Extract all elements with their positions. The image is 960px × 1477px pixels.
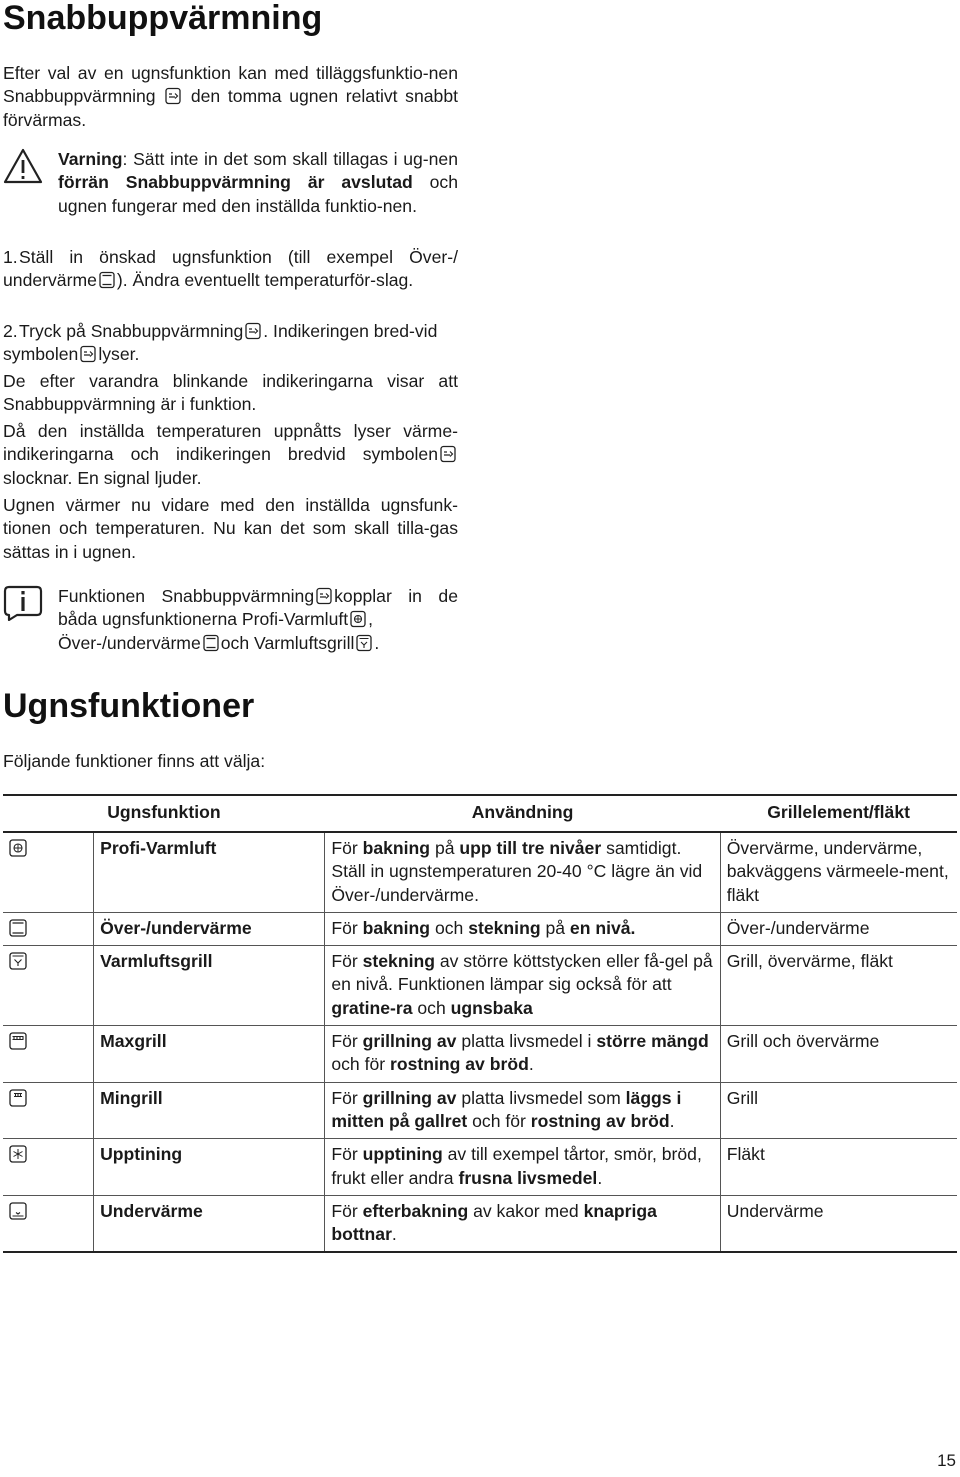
function-usage	[325, 1195, 720, 1252]
function-usage	[325, 946, 720, 1026]
info-text-6: .	[374, 632, 380, 653]
usage-text-bold: upp till tre nivåer	[459, 838, 602, 858]
table-row	[3, 1195, 957, 1252]
usage-text-bold: stekning	[362, 951, 435, 972]
info-text-1: Funktionen Snabbuppvärmning	[58, 586, 315, 606]
mingrill-icon	[9, 1089, 27, 1107]
info-text-5: och Varmluftsgrill	[220, 632, 355, 653]
over-undervarme-icon	[9, 919, 27, 937]
warning-text-bold: förrän Snabbuppvärmning är avslutad	[58, 172, 413, 193]
step-2	[3, 320, 458, 367]
intro-paragraph	[3, 62, 458, 132]
p2-text-2: slocknar. En signal ljuder.	[3, 467, 202, 488]
step-2-text-2: . Indikeringen bred-vid symbolen	[3, 321, 438, 365]
intro-text-1: Efter val av en ugnsfunktion kan med tilläggsfunktio-nen Snabbuppvärmning	[3, 63, 458, 107]
over-undervarme-icon	[99, 271, 115, 289]
function-icon-cell	[3, 912, 94, 945]
step-2-text-3: lyser.	[98, 344, 140, 365]
info-text-4: Över-/undervärme	[58, 632, 201, 653]
info-paragraph	[58, 585, 458, 655]
warning-text-1: : Sätt inte in det som skall tillagas i ug-nen	[122, 149, 458, 169]
info-text-3: ,	[368, 609, 374, 630]
paragraph-blinking: De efter varandra blinkande indikeringarna visar att Snabbuppvärmning är i funktion.	[3, 371, 458, 415]
over-undervarme-icon	[203, 634, 219, 652]
function-icon-cell	[3, 1026, 94, 1083]
function-name: Undervärme	[94, 1195, 325, 1252]
header-ugnsfunktion: Ugnsfunktion	[3, 795, 325, 832]
function-usage	[325, 1082, 720, 1139]
table-body	[3, 832, 957, 1252]
function-element: Undervärme	[720, 1195, 957, 1252]
header-grillelement: Grillelement/fläkt	[720, 795, 957, 832]
function-name: Maxgrill	[94, 1026, 325, 1083]
step-2-number: 2.	[3, 321, 18, 341]
page-title: Snabbuppvärmning	[3, 0, 323, 37]
usage-text: av till exempel tårtor, smör, bröd, frukt eller andra	[331, 1144, 702, 1188]
usage-text-bold: efterbakning	[362, 1200, 469, 1221]
usage-text-bold: upptining	[362, 1144, 443, 1165]
function-name: Upptining	[94, 1139, 325, 1196]
function-usage	[325, 1026, 720, 1083]
usage-text-bold: rostning av bröd	[530, 1110, 670, 1131]
snabbuppvarmning-icon	[80, 345, 96, 363]
usage-text: på	[430, 838, 460, 858]
usage-text: För	[331, 838, 363, 858]
usage-text-bold: en nivå.	[569, 917, 636, 938]
usage-text: av större köttstycken eller få-gel på en nivå. Funktionen lämpar sig också för att	[331, 951, 713, 995]
function-name: Profi-Varmluft	[94, 832, 325, 912]
usage-text: platta livsmedel som	[456, 1087, 626, 1108]
function-element: Grill och övervärme	[720, 1026, 957, 1083]
usage-text: För	[331, 951, 363, 972]
usage-text: på	[540, 917, 570, 938]
profi-varmluft-icon	[9, 839, 27, 857]
profi-varmluft-icon	[350, 610, 366, 628]
function-name: Över-/undervärme	[94, 912, 325, 945]
function-element: Övervärme, undervärme, bakväggens värmeele-ment, fläkt	[720, 832, 957, 912]
snabbuppvarmning-icon	[245, 322, 261, 340]
function-element: Grill, övervärme, fläkt	[720, 946, 957, 1026]
usage-text: och	[430, 917, 469, 938]
table-row	[3, 1082, 957, 1139]
usage-text-bold: bakning	[362, 917, 431, 938]
warning-text-2: och ugnen fungerar med den inställda funktio-nen.	[58, 172, 458, 216]
intro-text-2: den tomma ugnen relativt snabbt förvärmas.	[3, 86, 459, 130]
function-icon-cell	[3, 1195, 94, 1252]
snabbuppvarmning-icon	[316, 587, 332, 605]
function-icon-cell	[3, 1139, 94, 1196]
usage-text: För	[331, 1200, 363, 1221]
snabbuppvarmning-icon	[165, 87, 181, 105]
function-name: Mingrill	[94, 1082, 325, 1139]
function-element: Över-/undervärme	[720, 912, 957, 945]
usage-text: För	[331, 1144, 363, 1165]
usage-text: samtidigt. Ställ in ugnstemperaturen 20-40 °C lägre än vid Över-/undervärme.	[331, 838, 703, 905]
table-header-row	[3, 795, 957, 832]
usage-text: .	[391, 1224, 397, 1245]
paragraph-temperature	[3, 420, 458, 490]
section-title: Ugnsfunktioner	[3, 687, 255, 725]
usage-text: och för	[467, 1110, 531, 1131]
usage-text: och	[412, 997, 451, 1018]
usage-text: av kakor med	[468, 1200, 584, 1221]
usage-text-bold: grillning av	[362, 1087, 457, 1108]
function-element: Fläkt	[720, 1139, 957, 1196]
section-intro: Följande funktioner finns att välja:	[3, 751, 266, 771]
usage-text: För	[331, 917, 363, 938]
table-row	[3, 832, 957, 912]
table-row	[3, 1139, 957, 1196]
header-anvandning: Användning	[325, 795, 720, 832]
usage-text-bold: ugnsbaka	[450, 997, 533, 1018]
warning-label: Varning	[58, 149, 123, 169]
functions-table	[3, 794, 957, 1253]
info-icon	[3, 585, 43, 621]
usage-text: och för	[331, 1054, 391, 1075]
warning-icon	[3, 148, 43, 184]
function-name: Varmluftsgrill	[94, 946, 325, 1026]
info-text-2: kopplar in de båda ugnsfunktionerna Profi-Varmluft	[58, 586, 458, 630]
usage-text: platta livsmedel i	[456, 1031, 597, 1052]
step-2-text-1: Tryck på Snabbuppvärmning	[19, 321, 244, 341]
function-usage	[325, 912, 720, 945]
undervarme-icon	[9, 1202, 27, 1220]
function-icon-cell	[3, 832, 94, 912]
function-icon-cell	[3, 946, 94, 1026]
usage-text-bold: gratine-ra	[331, 997, 413, 1018]
warning-paragraph	[58, 148, 458, 218]
usage-text-bold: rostning av bröd	[390, 1054, 529, 1075]
varmluftsgrill-icon	[356, 634, 372, 652]
table-row	[3, 912, 957, 945]
usage-text: .	[597, 1167, 603, 1188]
usage-text-bold: större mängd	[596, 1031, 709, 1052]
usage-text: .	[528, 1054, 534, 1075]
paragraph-continue: Ugnen värmer nu vidare med den inställda ugnsfunk-tionen och temperaturen. Nu kan det som skall tilla-gas sättas in i ugnen.	[3, 495, 458, 562]
function-usage	[325, 832, 720, 912]
upptining-icon	[9, 1145, 27, 1163]
usage-text: För	[331, 1087, 363, 1108]
table-row	[3, 1026, 957, 1083]
step-1-text-1: Ställ in önskad ugnsfunktion (till exempel Över-/ undervärme	[3, 247, 458, 291]
function-element: Grill	[720, 1082, 957, 1139]
usage-text-bold: grillning av	[362, 1031, 457, 1052]
usage-text-bold: knapriga bottnar	[331, 1200, 657, 1245]
maxgrill-icon	[9, 1032, 27, 1050]
p2-text-1: Då den inställda temperaturen uppnåtts lyser värme-indikeringarna och indikeringen bredvid symbolen	[3, 421, 458, 465]
usage-text: För	[331, 1031, 363, 1052]
usage-text-bold: stekning	[468, 917, 541, 938]
function-usage	[325, 1139, 720, 1196]
usage-text-bold: bakning	[362, 838, 431, 858]
function-icon-cell	[3, 1082, 94, 1139]
usage-text-bold: läggs i mitten på gallret	[331, 1087, 682, 1131]
step-1-number: 1.	[3, 247, 18, 267]
step-1-text-2: ). Ändra eventuellt temperaturför-slag.	[116, 270, 414, 291]
table-row	[3, 946, 957, 1026]
step-1	[3, 246, 458, 293]
page-number: 15	[937, 1451, 956, 1470]
snabbuppvarmning-icon	[440, 445, 456, 463]
usage-text: .	[669, 1110, 675, 1131]
varmluftsgrill-icon	[9, 952, 27, 970]
usage-text-bold: frusna livsmedel	[458, 1167, 598, 1188]
